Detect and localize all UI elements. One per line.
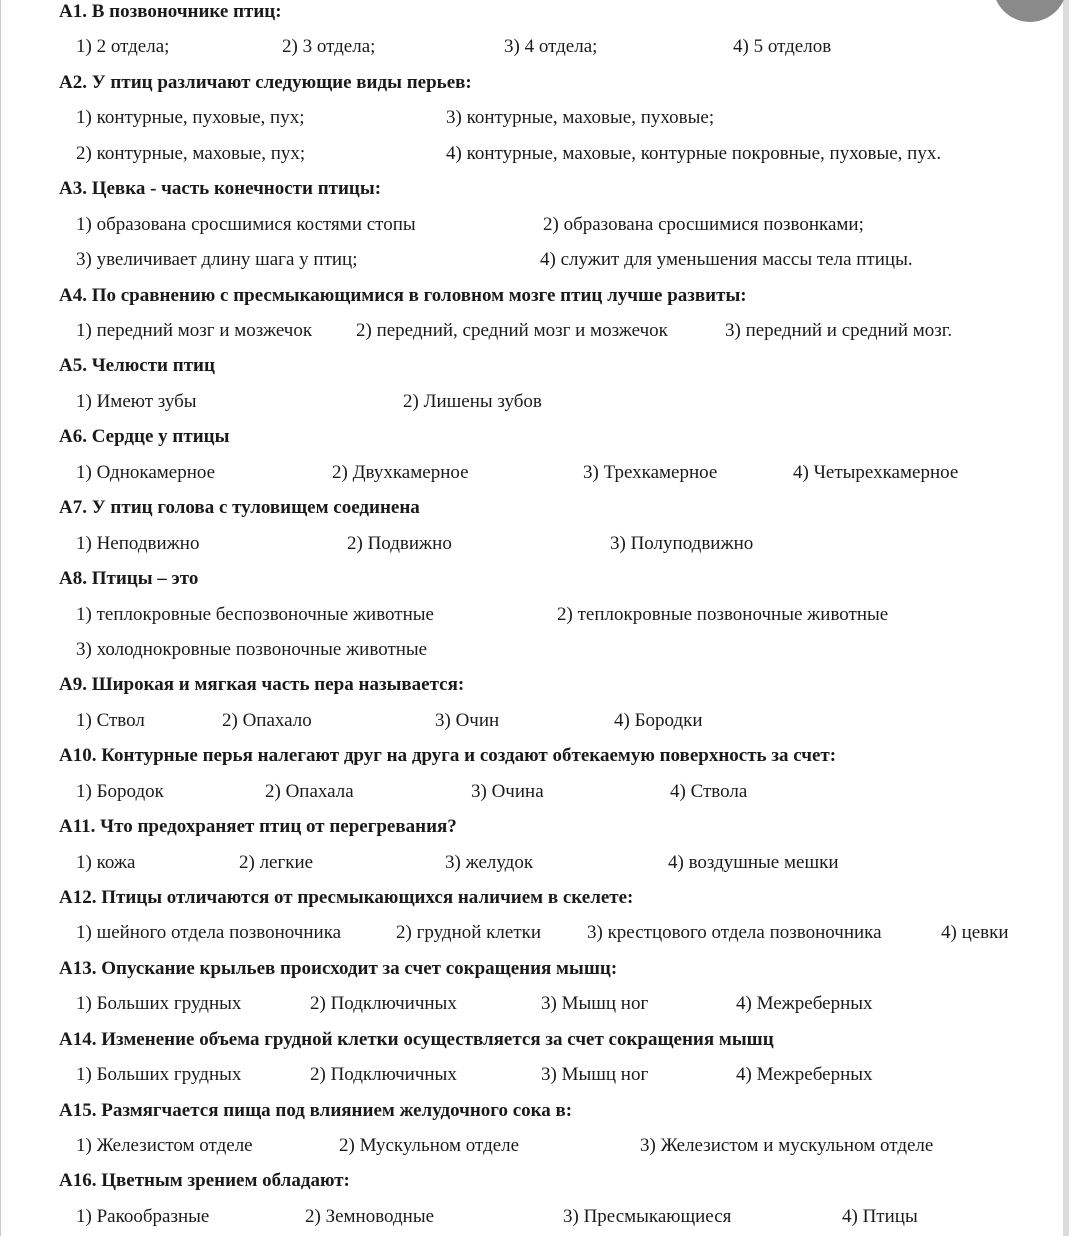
- question-title: А5. Челюсти птиц: [59, 355, 215, 376]
- question-title: А6. Сердце у птицы: [59, 426, 230, 447]
- answer-option: 2) 3 отдела;: [282, 36, 376, 57]
- answer-option: 4) контурные, маховые, контурные покровные, пуховые, пух.: [446, 143, 942, 164]
- answer-option: 2) Мускульном отделе: [339, 1135, 520, 1156]
- answer-row: [0, 1206, 1060, 1230]
- question-title: А13. Опускание крыльев происходит за счет сокращения мышц:: [59, 958, 618, 979]
- question-title: А16. Цветным зрением обладают:: [59, 1170, 350, 1191]
- question-title: А10. Контурные перья налегают друг на друга и создают обтекаемую поверхность за счет:: [59, 745, 837, 766]
- question-title: А9. Широкая и мягкая часть пера называется:: [59, 674, 465, 695]
- answer-option: 3) Пресмыкающиеся: [563, 1206, 732, 1227]
- question-title: А15. Размягчается пища под влиянием желудочного сока в:: [59, 1100, 573, 1121]
- answer-row: [0, 604, 1060, 628]
- question-title: А8. Птицы – это: [59, 568, 199, 589]
- answer-option: 2) Опахало: [222, 710, 312, 731]
- answer-option: 4) воздушные мешки: [668, 852, 839, 873]
- answer-row: [0, 1064, 1060, 1088]
- answer-option: 1) Железистом отделе: [76, 1135, 253, 1156]
- question-title: А7. У птиц голова с туловищем соединена: [59, 497, 420, 518]
- answer-option: 3) 4 отдела;: [504, 36, 598, 57]
- answer-option: 2) легкие: [239, 852, 314, 873]
- answer-option: 2) Лишены зубов: [403, 391, 542, 412]
- answer-row: [0, 462, 1060, 486]
- answer-option: 2) контурные, маховые, пух;: [76, 143, 306, 164]
- answer-option: 4) Птицы: [842, 1206, 918, 1227]
- answer-option: 3) холоднокровные позвоночные животные: [76, 639, 428, 660]
- answer-row: [0, 993, 1060, 1017]
- answer-option: 1) шейного отдела позвоночника: [76, 922, 342, 943]
- answer-row: [0, 852, 1060, 876]
- answer-option: 2) передний, средний мозг и мозжечок: [356, 320, 668, 341]
- answer-option: 2) образована сросшимися позвонками;: [543, 214, 864, 235]
- answer-row: [0, 320, 1060, 344]
- answer-option: 2) Опахала: [265, 781, 354, 802]
- answer-option: 4) служит для уменьшения массы тела птицы.: [540, 249, 913, 270]
- answer-option: 4) Бородки: [614, 710, 703, 731]
- answer-option: 3) Полуподвижно: [610, 533, 754, 554]
- answer-option: 1) образована сросшимися костями стопы: [76, 214, 416, 235]
- answer-option: 1) Однокамерное: [76, 462, 216, 483]
- answer-row: [0, 922, 1060, 946]
- answer-option: 2) теплокровные позвоночные животные: [557, 604, 889, 625]
- answer-option: 2) Подключичных: [310, 1064, 457, 1085]
- answer-option: 2) грудной клетки: [396, 922, 542, 943]
- question-title: А14. Изменение объема грудной клетки осуществляется за счет сокращения мышц: [59, 1029, 774, 1050]
- answer-option: 3) Мышц ног: [541, 1064, 649, 1085]
- answer-option: 1) передний мозг и мозжечок: [76, 320, 313, 341]
- answer-option: 4) 5 отделов: [733, 36, 832, 57]
- answer-option: 1) 2 отдела;: [76, 36, 170, 57]
- answer-option: 2) Подключичных: [310, 993, 457, 1014]
- answer-row: [0, 1135, 1060, 1159]
- answer-option: 1) Больших грудных: [76, 1064, 242, 1085]
- answer-row: [0, 107, 1060, 131]
- question-title: А2. У птиц различают следующие виды перьев:: [59, 72, 472, 93]
- answer-row: [0, 781, 1060, 805]
- answer-row: [0, 710, 1060, 734]
- answer-option: 3) Очина: [471, 781, 544, 802]
- answer-option: 1) Ракообразные: [76, 1206, 210, 1227]
- answer-option: 2) Двухкамерное: [332, 462, 469, 483]
- answer-option: 1) Больших грудных: [76, 993, 242, 1014]
- answer-option: 3) крестцового отдела позвоночника: [587, 922, 882, 943]
- answer-row: [0, 36, 1060, 60]
- answer-option: 1) Ствол: [76, 710, 145, 731]
- question-title: А4. По сравнению с пресмыкающимися в головном мозге птиц лучше развиты:: [59, 285, 747, 306]
- answer-option: 1) теплокровные беспозвоночные животные: [76, 604, 434, 625]
- answer-option: 4) цевки: [941, 922, 1009, 943]
- answer-option: 2) Подвижно: [347, 533, 452, 554]
- question-title: А3. Цевка - часть конечности птицы:: [59, 178, 382, 199]
- page-right-border: [1063, 0, 1069, 1236]
- answer-option: 3) контурные, маховые, пуховые;: [446, 107, 715, 128]
- answer-option: 3) Железистом и мускульном отделе: [640, 1135, 934, 1156]
- answer-option: 4) Межреберных: [736, 993, 873, 1014]
- answer-option: 3) Трехкамерное: [583, 462, 718, 483]
- answer-option: 3) увеличивает длину шага у птиц;: [76, 249, 358, 270]
- answer-option: 1) кожа: [76, 852, 136, 873]
- answer-option: 3) Мышц ног: [541, 993, 649, 1014]
- answer-row: [0, 249, 1060, 273]
- answer-row: [0, 639, 1060, 663]
- scroll-to-top-button[interactable]: [993, 0, 1067, 22]
- answer-option: 4) Четырехкамерное: [793, 462, 959, 483]
- answer-row: [0, 143, 1060, 167]
- answer-row: [0, 533, 1060, 557]
- question-title: А12. Птицы отличаются от пресмыкающихся наличием в скелете:: [59, 887, 634, 908]
- answer-row: [0, 391, 1060, 415]
- answer-option: 3) передний и средний мозг.: [725, 320, 953, 341]
- answer-option: 1) Неподвижно: [76, 533, 200, 554]
- question-title: А1. В позвоночнике птиц:: [59, 1, 282, 22]
- answer-option: 1) контурные, пуховые, пух;: [76, 107, 305, 128]
- answer-option: 3) Очин: [435, 710, 500, 731]
- answer-option: 2) Земноводные: [305, 1206, 435, 1227]
- answer-option: 4) Ствола: [670, 781, 748, 802]
- answer-option: 4) Межреберных: [736, 1064, 873, 1085]
- answer-option: 3) желудок: [445, 852, 534, 873]
- answer-option: 1) Бородок: [76, 781, 164, 802]
- question-title: А11. Что предохраняет птиц от перегревания?: [59, 816, 457, 837]
- answer-option: 1) Имеют зубы: [76, 391, 197, 412]
- answer-row: [0, 214, 1060, 238]
